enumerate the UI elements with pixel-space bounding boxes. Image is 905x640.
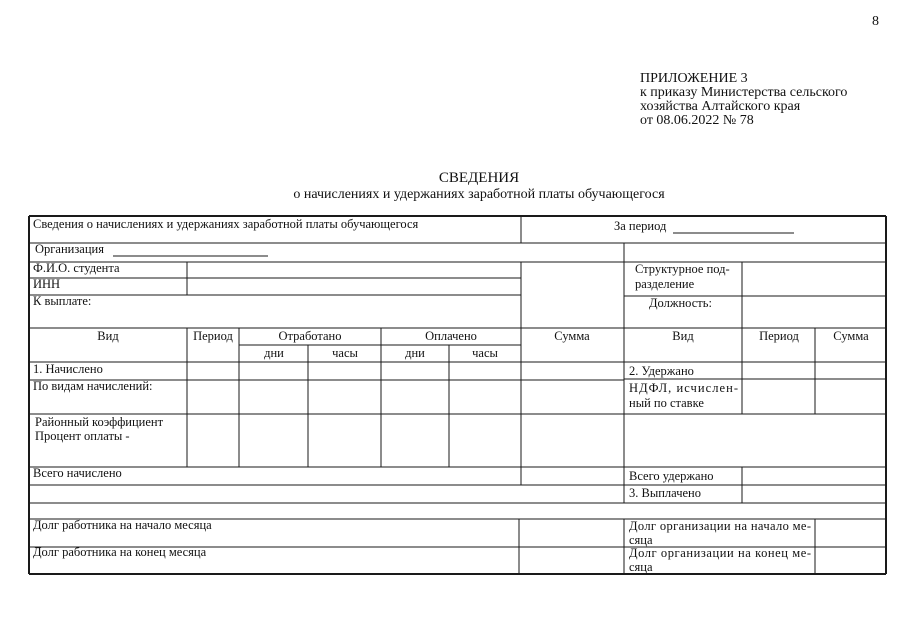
student-name-label: Ф.И.О. студента [33,261,120,275]
col-period-right-header: Период [759,329,799,343]
structural-unit-label: Структурное под- [635,262,730,276]
inn-label: ИНН [33,277,61,291]
col-period-header: Период [193,329,233,343]
col-paid-header: Оплачено [425,329,477,343]
col-worked-header: Отработано [278,329,342,343]
total-accrued-label: Всего начислено [33,466,122,480]
col-type-header: Вид [97,329,119,343]
structural-unit-label-cont: разделение [635,277,695,291]
ndfl-label: НДФЛ, исчислен- [629,381,738,395]
regional-coefficient-label: Районный коэффициент [35,415,164,429]
accrued-section-label: 1. Начислено [33,362,103,376]
withheld-section-label: 2. Удержано [629,364,694,378]
document-title: СВЕДЕНИЯ [438,170,520,186]
appendix-title: ПРИЛОЖЕНИЕ 3 [640,71,748,86]
by-accrual-types-label: По видам начислений: [33,379,153,393]
appendix-order-line: к приказу Министерства сельского [640,85,848,100]
appendix-ministry-line: хозяйства Алтайского края [640,99,801,114]
org-debt-end-label-cont: сяца [629,560,653,574]
ndfl-label-cont: ный по ставке [629,396,704,410]
table-horizontal-rules [29,243,886,547]
worker-debt-start-label: Долг работника на начало месяца [33,518,212,532]
document-subtitle: о начислениях и удержаниях заработной платы обучающегося [293,187,665,202]
total-withheld-label: Всего удержано [629,469,714,483]
col-sum-right-header: Сумма [833,329,869,343]
col-worked-hours: часы [332,346,358,360]
col-type-right-header: Вид [672,329,694,343]
position-label: Должность: [649,296,712,310]
fill-in-lines [113,233,794,256]
col-paid-days: дни [405,346,425,360]
org-debt-end-label: Долг организации на конец ме- [629,546,811,560]
col-worked-days: дни [264,346,284,360]
paid-out-label: 3. Выплачено [629,486,701,500]
org-debt-start-label-cont: сяца [629,533,653,547]
payable-label: К выплате: [33,294,92,308]
pay-percent-label: Процент оплаты - [35,429,130,443]
worker-debt-end-label: Долг работника на конец месяца [33,545,207,559]
appendix-date-line: от 08.06.2022 № 78 [640,113,754,128]
col-sum-header: Сумма [554,329,590,343]
col-paid-hours: часы [472,346,498,360]
org-debt-start-label: Долг организации на начало ме- [629,519,811,533]
form-header-label: Сведения о начислениях и удержаниях заработной платы обучающегося [33,217,419,231]
page-number: 8 [872,14,879,29]
organization-label: Организация [35,242,104,256]
period-label: За период [614,219,667,233]
